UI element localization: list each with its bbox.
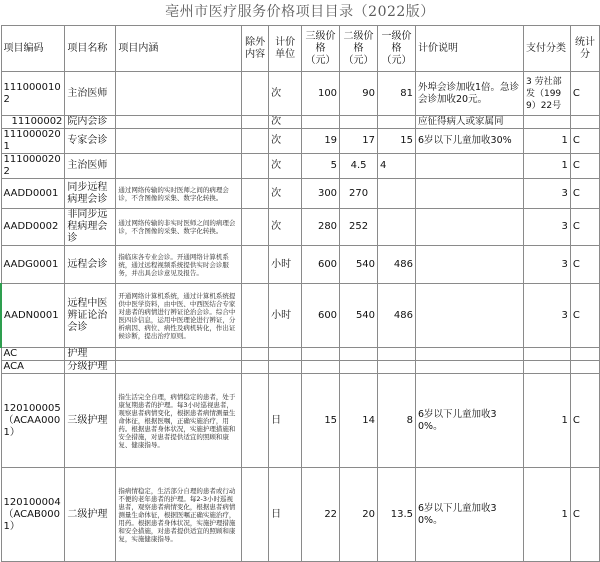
cell-code: 11100002 bbox=[1, 116, 65, 129]
cell-excluded bbox=[242, 374, 269, 468]
cell-stats: C bbox=[570, 246, 599, 284]
cell-name: 二级护理 bbox=[65, 468, 116, 562]
cell-name: 专家会诊 bbox=[65, 129, 116, 154]
cell-notes: 外埠会诊加收1倍。急诊会诊加收20元。 bbox=[416, 72, 524, 116]
cell-payment: 1 bbox=[523, 154, 570, 179]
cell-stats: C bbox=[570, 374, 599, 468]
cell-stats bbox=[570, 361, 599, 374]
cell-level1: 4 bbox=[378, 154, 416, 179]
cell-notes: 6岁以下儿童加收30%。 bbox=[416, 374, 524, 468]
cell-payment bbox=[523, 72, 570, 116]
cell-unit: 次 bbox=[269, 154, 302, 179]
table-row bbox=[1, 246, 600, 284]
cell-content bbox=[116, 154, 242, 179]
cell-code: 1110000201 bbox=[1, 129, 65, 154]
cell-stats: C bbox=[570, 284, 599, 348]
cell-content bbox=[116, 129, 242, 154]
cell-payment-note: 劳社部发（1999）22号 bbox=[525, 76, 562, 111]
cell-name: 主治医师 bbox=[65, 72, 116, 116]
cell-name: 同步远程病理会诊 bbox=[65, 179, 116, 209]
table-row bbox=[1, 468, 600, 562]
cell-stats: C bbox=[570, 468, 599, 562]
cell-level1 bbox=[378, 116, 416, 129]
cell-stats: C bbox=[570, 179, 599, 209]
cell-unit: 次 bbox=[269, 116, 302, 129]
header-level3: 三级价格（元） bbox=[302, 26, 340, 72]
cell-level2: 540 bbox=[340, 284, 378, 348]
cell-unit: 小时 bbox=[269, 284, 302, 348]
cell-unit: 小时 bbox=[269, 246, 302, 284]
cell-payment: 3 bbox=[523, 246, 570, 284]
cell-notes bbox=[416, 209, 524, 246]
cell-unit: 日 bbox=[269, 374, 302, 468]
table-header-row bbox=[1, 26, 600, 72]
cell-notes bbox=[416, 348, 524, 361]
cell-code: AADG0001 bbox=[1, 246, 65, 284]
cell-content: 指病情稳定，生活部分自理的患者或行动不便的老年患者的护理。每2-3小时巡视患者，观察患者病情变化，根据患者病情测量生命体征，根据医嘱正确实施治疗，用药。根据患者身体状况，实施护理措施和安全措施，对患者提供适宜的照顾和康复，实施健康指导。 bbox=[116, 468, 242, 562]
cell-code: 1110000202 bbox=[1, 154, 65, 179]
cell-stats bbox=[570, 116, 599, 129]
cell-name: 分级护理 bbox=[65, 361, 116, 374]
cell-payment bbox=[523, 116, 570, 129]
cell-level2: 20 bbox=[340, 468, 378, 562]
cell-level3: 600 bbox=[302, 246, 340, 284]
cell-unit: 次 bbox=[269, 209, 302, 246]
cell-level1: 486 bbox=[378, 284, 416, 348]
cell-stats: C bbox=[570, 209, 599, 246]
cell-stats: C bbox=[570, 154, 599, 179]
cell-content: 指临床各专业会诊。开通网络计算机系统，通过远程视频系统提供实时会诊服务，并出具会诊意见及报告。 bbox=[116, 246, 242, 284]
price-table bbox=[0, 25, 600, 562]
cell-payment bbox=[523, 348, 570, 361]
cell-level3: 15 bbox=[302, 374, 340, 468]
cell-content bbox=[116, 361, 242, 374]
header-unit: 计价单位 bbox=[269, 26, 302, 72]
cell-level2: 270 bbox=[340, 179, 378, 209]
cell-level3: 280 bbox=[302, 209, 340, 246]
cell-name: 远程会诊 bbox=[65, 246, 116, 284]
cell-code: AADD0001 bbox=[1, 179, 65, 209]
cell-excluded bbox=[242, 116, 269, 129]
cell-level2: 540 bbox=[340, 246, 378, 284]
table-row bbox=[1, 72, 600, 116]
cell-unit: 次 bbox=[269, 129, 302, 154]
table-row bbox=[1, 209, 600, 246]
cell-excluded bbox=[242, 361, 269, 374]
cell-content: 通过网络传输的实时医师之间的病理会诊，不含图像的采集、数字化转换。 bbox=[116, 179, 242, 209]
cell-stats: C bbox=[570, 129, 599, 154]
cell-content bbox=[116, 116, 242, 129]
cell-payment: 1 bbox=[523, 129, 570, 154]
cell-notes bbox=[416, 361, 524, 374]
cell-content: 指生活完全自理，病情稳定的患者，处于康复期患者的护理。每3小时巡视患者，观察患者病情变化，根据患者病情测量生命体征，根据医嘱，正确实施治疗，用药。根据患者身体状况，实施护理措施和安全措施，对患者提供适宜的照顾和康复、健康指导。 bbox=[116, 374, 242, 468]
cell-level1: 15 bbox=[378, 129, 416, 154]
cell-name: 院内会诊 bbox=[65, 116, 116, 129]
cell-excluded bbox=[242, 246, 269, 284]
header-content: 项目内涵 bbox=[116, 26, 242, 72]
cell-payment: 3 bbox=[523, 179, 570, 209]
cell-level3: 300 bbox=[302, 179, 340, 209]
cell-level2 bbox=[340, 348, 378, 361]
table-row bbox=[1, 361, 600, 374]
cell-level2 bbox=[340, 361, 378, 374]
header-excluded: 除外内容 bbox=[242, 26, 269, 72]
cell-stats: C bbox=[570, 72, 599, 116]
cell-level2 bbox=[340, 116, 378, 129]
cell-level1 bbox=[378, 348, 416, 361]
cell-excluded bbox=[242, 468, 269, 562]
cell-excluded bbox=[242, 284, 269, 348]
cell-level1: 486 bbox=[378, 246, 416, 284]
cell-code: AC bbox=[1, 348, 65, 361]
cell-level1 bbox=[378, 209, 416, 246]
cell-unit bbox=[269, 348, 302, 361]
cell-level1 bbox=[378, 361, 416, 374]
cell-notes: 6岁以下儿童加收30% bbox=[416, 129, 524, 154]
cell-notes: 6岁以下儿童加收30%。 bbox=[416, 468, 524, 562]
cell-content bbox=[116, 72, 242, 116]
cell-payment-value: 3 bbox=[525, 76, 532, 87]
cell-code: AADN0001 bbox=[1, 284, 65, 348]
header-level1: 一级价格（元） bbox=[378, 26, 416, 72]
cell-notes bbox=[416, 246, 524, 284]
cell-level3 bbox=[302, 348, 340, 361]
header-code: 项目编码 bbox=[1, 26, 65, 72]
cell-unit bbox=[269, 361, 302, 374]
table-row bbox=[1, 116, 600, 129]
table-row bbox=[1, 284, 600, 348]
cell-name: 主治医师 bbox=[65, 154, 116, 179]
cell-content: 开通网络计算机系统，通过计算机系统提供中医学资料，由中医、中西医结合专家对患者的病情进行辨证论治会诊。综合中医四诊信息，运用中医理论进行辨证，分析病因、病位、病性及病机转化，作出证候诊断，提出治疗原则。 bbox=[116, 284, 242, 348]
cell-name: 远程中医辨证论治会诊 bbox=[65, 284, 116, 348]
cell-level1: 8 bbox=[378, 374, 416, 468]
cell-notes bbox=[416, 284, 524, 348]
cell-excluded bbox=[242, 154, 269, 179]
cell-level3: 19 bbox=[302, 129, 340, 154]
header-level2: 二级价格（元） bbox=[340, 26, 378, 72]
cell-code: 120100004（ACAB0001） bbox=[1, 468, 65, 562]
header-notes: 计价说明 bbox=[416, 26, 524, 72]
cell-notes bbox=[416, 179, 524, 209]
table-row bbox=[1, 154, 600, 179]
cell-level2: 17 bbox=[340, 129, 378, 154]
cell-payment bbox=[523, 361, 570, 374]
header-name: 项目名称 bbox=[65, 26, 116, 72]
cell-notes bbox=[416, 154, 524, 179]
cell-name: 三级护理 bbox=[65, 374, 116, 468]
cell-level2: 90 bbox=[340, 72, 378, 116]
cell-content: 通过网络传输的非实时医师之间的病理会诊，不含图像的采集、数字化转换。 bbox=[116, 209, 242, 246]
header-stats: 统计分 bbox=[570, 26, 599, 72]
cell-code: ACA bbox=[1, 361, 65, 374]
cell-name: 护理 bbox=[65, 348, 116, 361]
cell-excluded bbox=[242, 209, 269, 246]
table-row bbox=[1, 179, 600, 209]
cell-level3: 22 bbox=[302, 468, 340, 562]
cell-excluded bbox=[242, 348, 269, 361]
cell-payment: 1 bbox=[523, 374, 570, 468]
cell-payment: 3 bbox=[523, 284, 570, 348]
cell-level3: 100 bbox=[302, 72, 340, 116]
cell-name: 非同步远程病理会诊 bbox=[65, 209, 116, 246]
table-row bbox=[1, 129, 600, 154]
header-payment: 支付分类 bbox=[523, 26, 570, 72]
cell-code: 120100005（ACAA0001） bbox=[1, 374, 65, 468]
table-row bbox=[1, 374, 600, 468]
cell-level3 bbox=[302, 116, 340, 129]
cell-level3: 5 bbox=[302, 154, 340, 179]
cell-level2: 14 bbox=[340, 374, 378, 468]
cell-level1: 13.5 bbox=[378, 468, 416, 562]
cell-code: 1110000102 bbox=[1, 72, 65, 116]
table-row bbox=[1, 348, 600, 361]
cell-level2: 252 bbox=[340, 209, 378, 246]
cell-payment: 3 bbox=[523, 209, 570, 246]
cell-unit: 次 bbox=[269, 179, 302, 209]
cell-payment: 1 bbox=[523, 468, 570, 562]
cell-stats bbox=[570, 348, 599, 361]
cell-level3 bbox=[302, 361, 340, 374]
cell-level1 bbox=[378, 179, 416, 209]
cell-excluded bbox=[242, 129, 269, 154]
cell-excluded bbox=[242, 179, 269, 209]
cell-excluded bbox=[242, 72, 269, 116]
cell-content bbox=[116, 348, 242, 361]
cell-unit: 日 bbox=[269, 468, 302, 562]
cell-code: AADD0002 bbox=[1, 209, 65, 246]
cell-notes: 应征得病人或家属同 bbox=[416, 116, 524, 129]
cell-unit: 次 bbox=[269, 72, 302, 116]
cell-level2: 4.5 bbox=[340, 154, 378, 179]
page-title: 亳州市医疗服务价格项目目录（2022版） bbox=[165, 4, 435, 20]
cell-level1: 81 bbox=[378, 72, 416, 116]
cell-level3: 600 bbox=[302, 284, 340, 348]
